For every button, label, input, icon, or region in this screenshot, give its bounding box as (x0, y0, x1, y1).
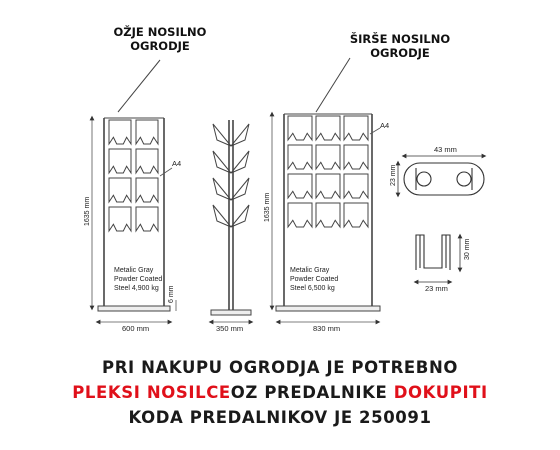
caption-line-2 (0, 383, 560, 402)
wide-pocket (316, 116, 340, 140)
wide-a4-label: A4 (380, 121, 390, 130)
wide-material-2: Powder Coated (290, 276, 339, 283)
profile-top-view (398, 156, 484, 195)
narrow-frame-header (100, 25, 220, 53)
profile-side-view (416, 235, 460, 282)
profile-side-width-label: 23 mm (425, 284, 448, 293)
profile-side-height-label: 30 mm (464, 238, 471, 260)
profile-top-width-label: 43 mm (434, 145, 457, 154)
wide-frame-header (338, 32, 462, 60)
wide-pocket (344, 116, 368, 140)
wide-pocket (344, 203, 368, 227)
narrow-foot-label: 6 mm (168, 285, 175, 303)
wide-height-label: 1635 mm (264, 192, 271, 222)
narrow-pocket (109, 120, 131, 144)
wide-pocket (344, 174, 368, 198)
wide-material-1: Metalic Gray (290, 267, 330, 274)
narrow-header-line2: OGRODJE (130, 39, 190, 53)
narrow-material-2: Powder Coated (114, 276, 163, 283)
wide-pocket (288, 203, 312, 227)
narrow-pocket (109, 207, 131, 231)
wide-leader (316, 58, 350, 112)
caption-line-3: KODA PREDALNIKOV JE 250091 (128, 408, 432, 427)
wide-pocket (316, 203, 340, 227)
wide-pocket (344, 145, 368, 169)
wide-pocket (316, 174, 340, 198)
side-width-label: 350 mm (216, 324, 244, 333)
wide-width-label: 830 mm (313, 324, 341, 333)
narrow-pocket (136, 207, 158, 231)
narrow-pocket (136, 178, 158, 202)
caption-red-buy: DOKUPITI (393, 383, 488, 402)
profile-top-height-label: 23 mm (390, 164, 397, 186)
side-view (211, 120, 251, 315)
narrow-height-label: 1635 mm (84, 196, 91, 226)
caption-black-text: OZ PREDALNIKE (230, 383, 394, 402)
narrow-pocket (109, 149, 131, 173)
wide-header-line2: OGRODJE (370, 46, 430, 60)
narrow-pocket (136, 120, 158, 144)
wide-pocket (288, 174, 312, 198)
wide-material-3: Steel 6,500 kg (290, 285, 335, 292)
caption-line-1: PRI NAKUPU OGRODJA JE POTREBNO (102, 358, 458, 377)
caption-red-accessory: PLEKSI NOSILCE (72, 383, 231, 402)
wide-pocket (316, 145, 340, 169)
narrow-material-3: Steel 4,900 kg (114, 285, 159, 292)
narrow-pocket (109, 178, 131, 202)
narrow-material-1: Metalic Gray (114, 267, 154, 274)
narrow-leader (118, 60, 160, 112)
narrow-pocket (136, 149, 158, 173)
wide-pocket (288, 116, 312, 140)
narrow-a4-label: A4 (172, 159, 182, 168)
narrow-width-label: 600 mm (122, 324, 150, 333)
wide-header-line1: ŠIRŠE NOSILNO (349, 32, 451, 46)
narrow-header-line1: OŽJE NOSILNO (113, 25, 207, 39)
wide-pocket (288, 145, 312, 169)
